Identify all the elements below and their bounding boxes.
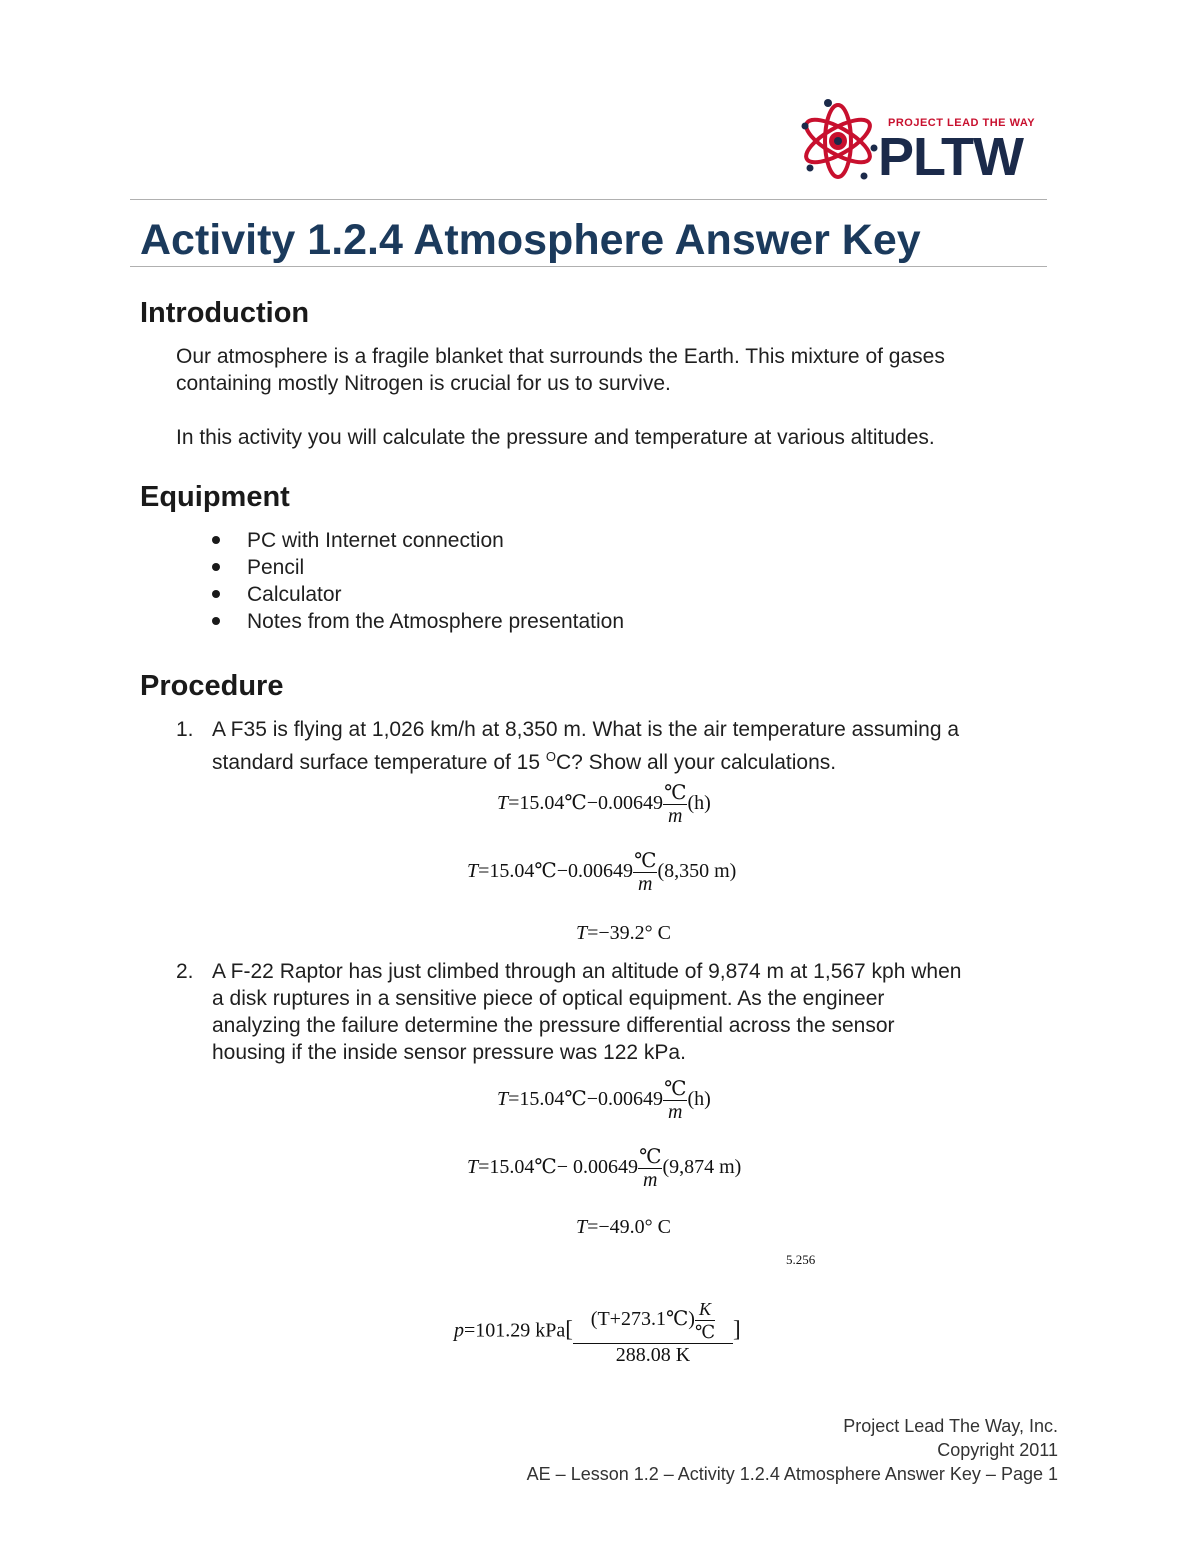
equation-q1-1: T=15.04℃−0.00649 $\frac{℃}{m}$ (h) (497, 782, 711, 827)
bullet-icon (212, 617, 220, 625)
title-top-rule (130, 199, 1047, 200)
pressure-exponent: 5.256 (786, 1252, 816, 1267)
question-2-line4: housing if the inside sensor pressure was 122 kPa. (212, 1041, 686, 1064)
question-2-number: 2. (176, 960, 194, 983)
equipment-item: Notes from the Atmosphere presentation (247, 610, 625, 633)
intro-paragraph-2: In this activity you will calculate the pressure and temperature at various altitudes. (176, 426, 935, 449)
equipment-item: Calculator (247, 583, 342, 606)
page-footer (527, 1414, 1058, 1486)
bullet-icon (212, 536, 220, 544)
equation-q2-4: p=101.29 kPa[ (T+273.1℃) $\frac{K}{℃}$ 288.08 K ] (454, 1299, 741, 1366)
title-bottom-rule (130, 266, 1047, 267)
footer-company: Project Lead The Way, Inc. (843, 1416, 1058, 1436)
equation-q2-3: T=−49.0° C (576, 1216, 672, 1238)
equation-q1-3: T=−39.2° C (576, 922, 672, 944)
atom-icon (798, 96, 880, 186)
procedure-heading: Procedure (140, 670, 284, 702)
bullet-icon (212, 563, 220, 571)
equation-q2-2: T=15.04℃− 0.00649 $\frac{℃}{m}$ (9,874 m) (467, 1146, 742, 1191)
equation-q2-1: T=15.04℃−0.00649 $\frac{℃}{m}$ (h) (497, 1078, 711, 1123)
footer-copyright: Copyright 2011 (937, 1440, 1058, 1460)
logo-wordmark: PLTW (878, 127, 1023, 187)
equation-q1-2: T=15.04℃−0.00649 $\frac{℃}{m}$ (8,350 m) (467, 850, 737, 895)
question-1-number: 1. (176, 718, 194, 741)
equipment-item: Pencil (247, 556, 305, 579)
page-title: Activity 1.2.4 Atmosphere Answer Key (140, 216, 921, 264)
logo-tagline: PROJECT LEAD THE WAY (888, 117, 1036, 129)
question-2-line3: analyzing the failure determine the pressure differential across the sensor (212, 1014, 895, 1037)
question-2-line1: A F-22 Raptor has just climbed through an altitude of 9,874 m at 1,567 kph when (212, 960, 962, 983)
equipment-item: PC with Internet connection (247, 529, 504, 552)
footer-page-info: AE – Lesson 1.2 – Activity 1.2.4 Atmosphere Answer Key – Page 1 (526, 1464, 1058, 1484)
question-1-line2: standard surface temperature of 15 $^O$C? Show all your calculations. (212, 749, 837, 774)
bullet-icon (212, 590, 220, 598)
intro-paragraph-line1: Our atmosphere is a fragile blanket that surrounds the Earth. This mixture of gases (176, 345, 945, 368)
introduction-heading: Introduction (140, 297, 310, 329)
equipment-heading: Equipment (140, 481, 290, 513)
intro-paragraph-line2: containing mostly Nitrogen is crucial for us to survive. (176, 372, 671, 395)
question-1-line1: A F35 is flying at 1,026 km/h at 8,350 m. What is the air temperature assuming a (212, 718, 960, 741)
question-2-line2: a disk ruptures in a sensitive piece of optical equipment. As the engineer (212, 987, 885, 1010)
